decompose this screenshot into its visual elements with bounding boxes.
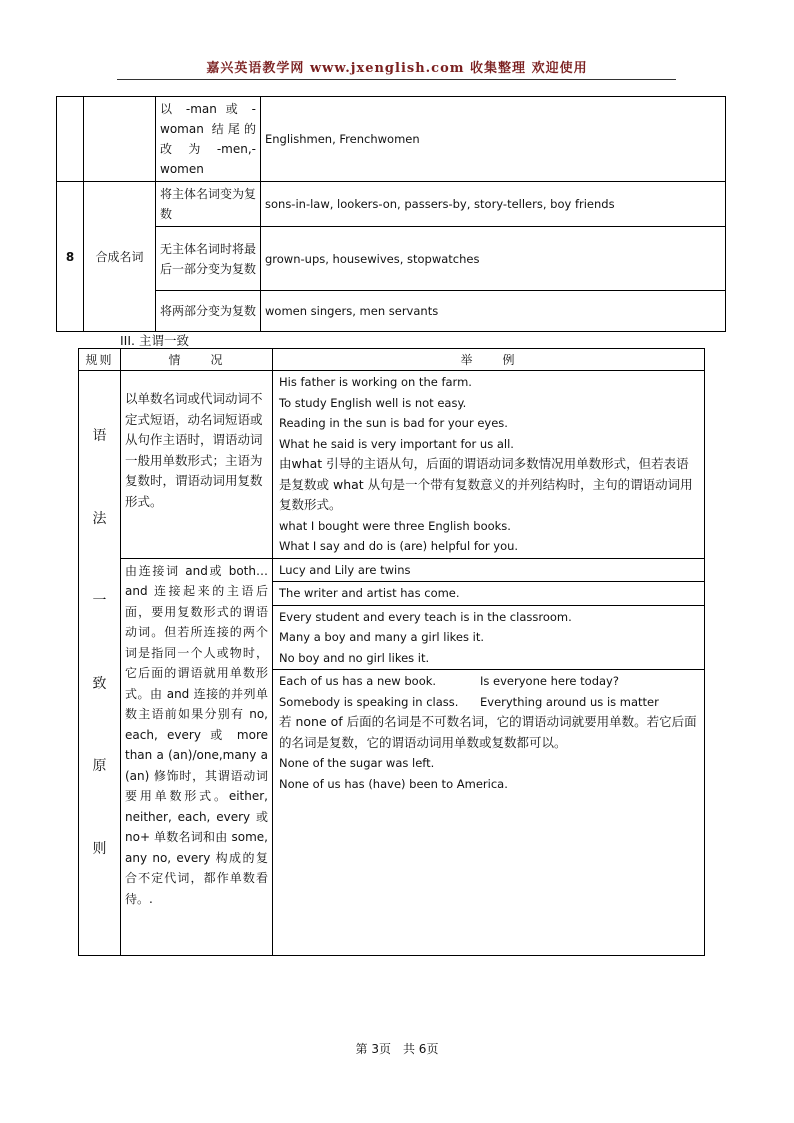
- page-header: 嘉兴英语教学网 www.jxenglish.com 收集整理 欢迎使用: [206, 61, 588, 76]
- rule-char: 一: [92, 593, 107, 609]
- page-footer: 第 3页 共 6页: [355, 1042, 439, 1056]
- example-cell: [273, 558, 705, 582]
- table-row: [57, 227, 726, 291]
- situation-text: 以单数名词或代词动词不定式短语，动名词短语或从句作主语时，谓语动词一般用单数形式；主语为复数时，谓语动词用复数形式。: [125, 391, 263, 509]
- section-title: III. 主谓一致: [120, 333, 190, 348]
- example-text: grown-ups, housewives, stopwatches: [261, 227, 726, 291]
- col-header-rule: 规则: [79, 349, 121, 371]
- example-line: Every student and every teach is in the classroom.: [279, 609, 572, 624]
- example-text: women singers, men servants: [261, 291, 726, 332]
- row-number: 8: [57, 182, 84, 332]
- rule-char: 则: [92, 840, 107, 857]
- example-note: 若 none of 后面的名词是不可数名词，它的谓语动词就要用单数。若它后面的名词是复数，它的谓语动词用单数或复数都可以。: [279, 714, 697, 750]
- example-line: None of the sugar was left.: [279, 756, 435, 770]
- example-line: Each of us has a new book.: [279, 674, 437, 688]
- example-line: Somebody is speaking in class.: [279, 694, 459, 709]
- example-cell: [273, 670, 705, 956]
- category-name: 合成名词: [84, 182, 156, 332]
- rule-text: 将两部分变为复数: [156, 291, 261, 332]
- example-line: His father is working on the farm.: [279, 375, 472, 389]
- example-pair: [279, 671, 698, 692]
- table-row: [57, 182, 726, 227]
- table-row: [79, 558, 705, 582]
- table-row: [57, 291, 726, 332]
- rule-cell: [79, 371, 121, 956]
- example-line: None of us has (have) been to America.: [279, 776, 508, 791]
- compound-noun-table: [56, 96, 726, 332]
- example-line: Everything around us is matter: [480, 694, 659, 709]
- situation-text: 由连接词 and或 both… and 连接起来的主语后面，要用复数形式的谓语动词。但若所连接的两个词是指同一个人或物时，它后面的谓语就用单数形式。由 and 连接的并列单数主语前如果分别有 no, each, every 或 more than a (an)/one,many a (an) 修饰时，其谓语动词要用单数形式。either, neither, each, every 或 no+ 单数名词和由 some, any no, every 构成的复合不定代词，都作单数看待。.: [125, 563, 268, 906]
- table-row: [57, 97, 726, 182]
- rule-char: 法: [92, 510, 107, 527]
- col-header-situation: 情 况: [121, 349, 273, 371]
- situation-cell: [121, 371, 273, 559]
- example-cell: [273, 582, 705, 606]
- rule-text: 以 -man 或 -woman 结尾的 改 为 -men,-women: [156, 97, 261, 182]
- example-line: To study English well is not easy.: [279, 395, 467, 410]
- example-line: The writer and artist has come.: [279, 586, 460, 600]
- situation-cell: [121, 558, 273, 956]
- header-rule: [117, 79, 676, 80]
- example-cell: [273, 605, 705, 670]
- category-name: [84, 97, 156, 182]
- example-line: No boy and no girl likes it.: [279, 650, 430, 665]
- example-line: what I bought were three English books.: [279, 518, 511, 533]
- rule-char: 原: [92, 758, 107, 774]
- row-number: [57, 97, 84, 182]
- example-line: Lucy and Lily are twins: [279, 562, 411, 577]
- example-note: 由what 引导的主语从句，后面的谓语动词多数情况用单数形式，但若表语是复数或 what 从句是一个带有复数意义的并列结构时，主句的谓语动词用复数形式。: [279, 456, 693, 512]
- example-text: sons-in-law, lookers-on, passers-by, story-tellers, boy friends: [261, 182, 726, 227]
- example-cell: [273, 371, 705, 559]
- rule-text: 无主体名词时将最后一部分变为复数: [156, 227, 261, 291]
- example-line: What I say and do is (are) helpful for you.: [279, 539, 519, 553]
- example-line: Reading in the sun is bad for your eyes.: [279, 416, 508, 430]
- example-text: Englishmen, Frenchwomen: [261, 97, 726, 182]
- agreement-table: [78, 348, 705, 956]
- example-line: Is everyone here today?: [480, 674, 619, 688]
- example-pair: [279, 692, 698, 713]
- rule-text: 将主体名词变为复数: [156, 182, 261, 227]
- header-row: [79, 349, 705, 371]
- col-header-example: 举 例: [273, 349, 705, 371]
- rule-char: 致: [92, 675, 107, 692]
- example-line: Many a boy and many a girl likes it.: [279, 630, 485, 644]
- table-row: [79, 371, 705, 559]
- example-line: What he said is very important for us all.: [279, 436, 514, 451]
- rule-char: 语: [92, 428, 107, 444]
